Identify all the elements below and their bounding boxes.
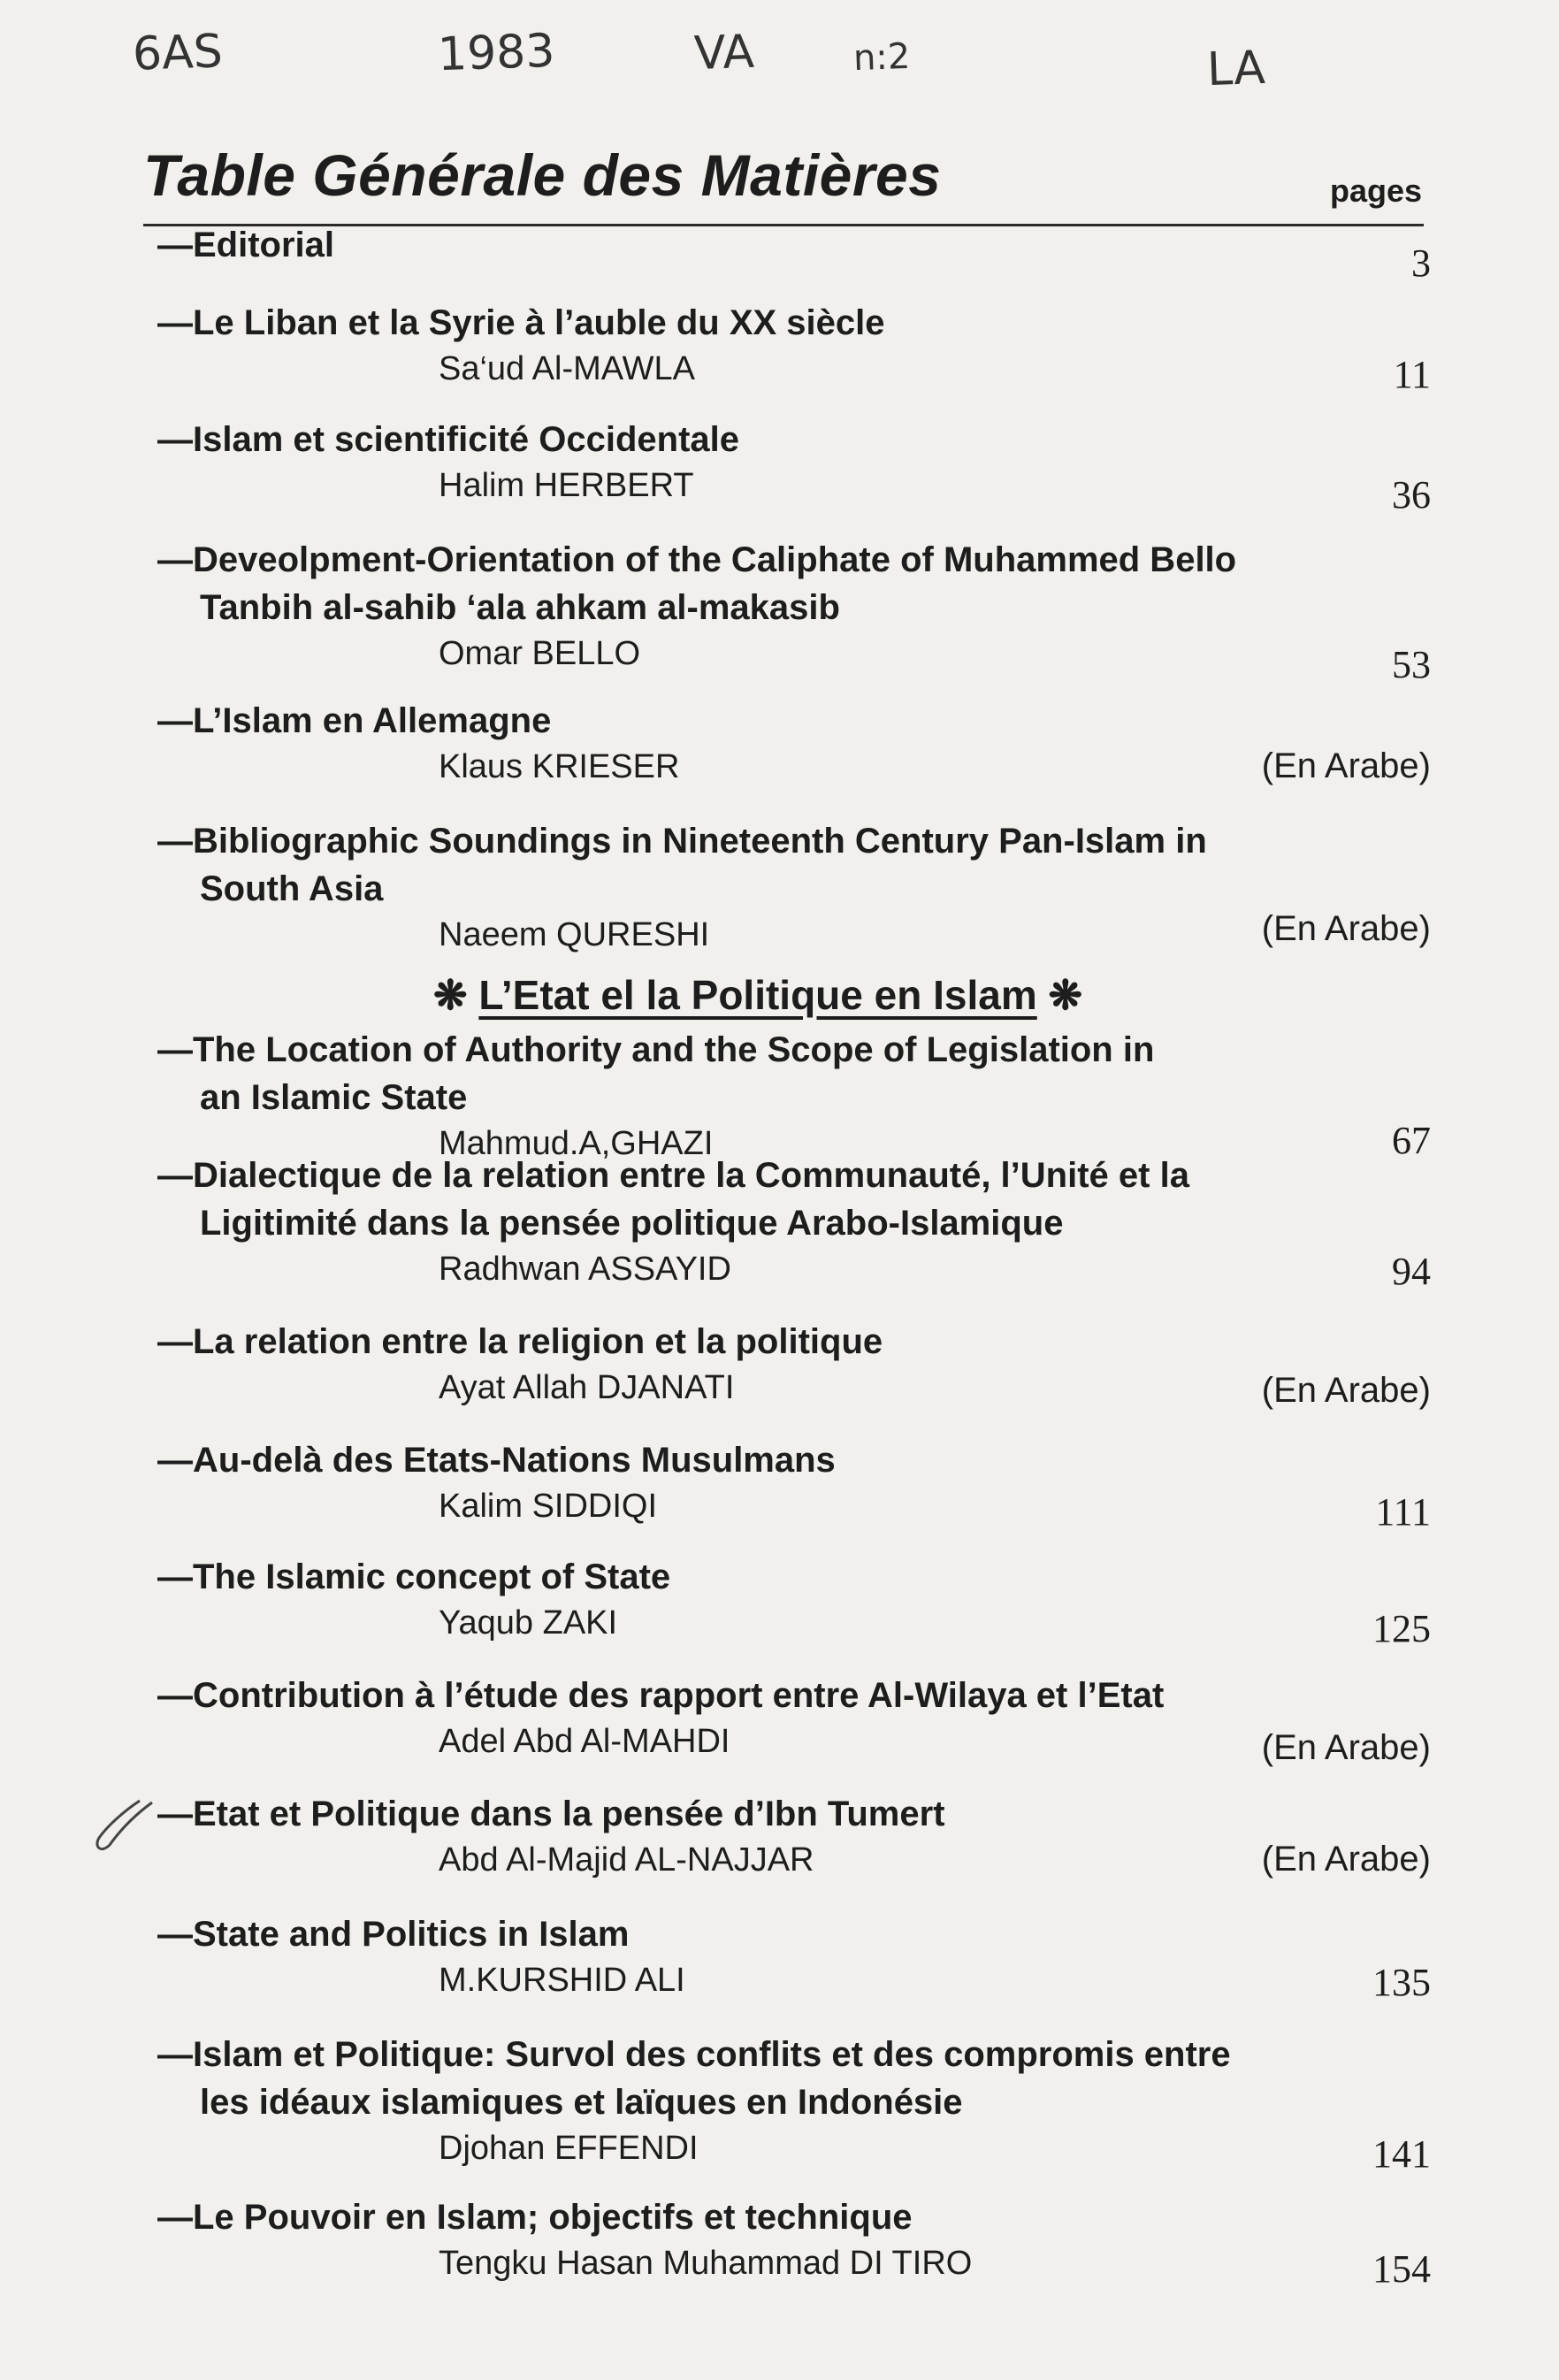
article-title: —Editorial [157,226,335,264]
toc-entry [157,1318,1431,1410]
handwritten-note-year: 1983 [436,24,556,82]
article-title-line: Tanbih al-sahib ‘ala ahkam al-makasib [200,588,840,627]
toc-entry [157,1152,1431,1291]
article-author: Naeem QURESHI [439,916,710,953]
article-author: Sa‘ud Al-MAWLA [439,350,696,387]
toc-entry [157,1436,1431,1534]
page-number: 111 [1375,1490,1431,1534]
article-author: Ayat Allah DJANATI [439,1369,735,1406]
article-author: M.KURSHID ALI [439,1962,685,1999]
article-author: Mahmud.A,GHAZI [439,1125,714,1162]
article-author: Klaus KRIESER [439,748,680,785]
page-number: (En Arabe) [1261,1840,1431,1879]
section-title: L’Etat el la Politique en Islam [478,972,1037,1018]
toc-entry [157,817,1431,957]
article-title: —La relation entre la religion et la politique [157,1322,883,1361]
handwritten-note-volume: VA [692,25,755,81]
article-title: —Au-delà des Etats-Nations Musulmans [157,1441,836,1480]
toc-entry [157,221,1431,285]
page-number: 36 [1392,473,1431,517]
toc-entry [157,1672,1431,1767]
article-title: —The Islamic concept of State [157,1557,671,1596]
article-title [157,1152,1431,1247]
page-number: (En Arabe) [1261,909,1431,948]
star-icon: ❋ [1048,972,1083,1018]
article-title-line: South Asia [200,869,384,908]
toc-entry [157,299,1431,396]
page-number: 154 [1372,2247,1431,2291]
toc-entry [157,416,1431,517]
page-number: 94 [1392,1250,1431,1293]
article-title: —Le Liban et la Syrie à l’auble du XX siècle [157,303,885,342]
toc-entry [157,2031,1431,2176]
article-author: Radhwan ASSAYID [439,1251,731,1288]
toc-entry [157,697,1431,789]
section-heading [433,971,1082,1019]
article-title: —Islam et scientificité Occidentale [157,420,740,459]
article-title-line: —Dialectique de la relation entre la Communauté, l’Unité et la [157,1156,1189,1195]
page-number: 135 [1372,1961,1431,2004]
article-author: Abd Al-Majid AL-NAJJAR [439,1841,814,1879]
article-title: —L’Islam en Allemagne [157,701,552,740]
article-author: Kalim SIDDIQI [439,1488,658,1525]
page-title: Table Générale des Matières [143,142,942,208]
page-number: 141 [1372,2132,1431,2176]
page-number: (En Arabe) [1261,1728,1431,1767]
article-title-line: —Islam et Politique: Survol des conflits et des compromis entre [157,2035,1231,2074]
article-author: Djohan EFFENDI [439,2130,699,2167]
article-title-line: les idéaux islamiques et laïques en Indonésie [200,2083,963,2122]
page-number: (En Arabe) [1261,746,1431,785]
article-title-line: Ligitimité dans la pensée politique Arabo-Islamique [200,1204,1064,1243]
page-number: 67 [1392,1119,1431,1162]
toc-entry [157,1553,1431,1650]
toc-entry [157,1790,1431,1882]
article-title [157,817,1431,913]
article-title: —State and Politics in Islam [157,1915,630,1954]
article-title-line: an Islamic State [200,1078,468,1117]
handwritten-check-mark-icon [88,1795,159,1857]
toc-entry [157,536,1431,686]
handwritten-note-number: n:2 [852,35,912,80]
article-title: —Contribution à l’étude des rapport entre Al-Wilaya et l’Etat [157,1676,1165,1715]
page-number: (En Arabe) [1261,1371,1431,1410]
article-author: Adel Abd Al-MAHDI [439,1723,730,1760]
article-title [157,1026,1431,1121]
article-title [157,536,1431,631]
article-author: Tengku Hasan Muhammad DI TIRO [439,2245,973,2282]
star-icon: ❋ [433,972,468,1018]
toc-entry [157,1026,1431,1166]
page-number: 125 [1372,1607,1431,1650]
article-title: —Le Pouvoir en Islam; objectifs et technique [157,2198,913,2237]
page-number: 3 [1411,241,1431,285]
article-title: —Etat et Politique dans la pensée d’Ibn Tumert [157,1795,945,1833]
article-author: Halim HERBERT [439,467,694,504]
handwritten-note-la: LA [1205,41,1266,97]
article-title-line: —The Location of Authority and the Scope of Legislation in [157,1030,1155,1069]
article-author: Omar BELLO [439,635,641,672]
pages-column-header: pages [1329,172,1422,209]
article-title-line: —Bibliographic Soundings in Nineteenth Century Pan-Islam in [157,822,1207,861]
article-title [157,2031,1431,2126]
toc-entry [157,1910,1431,2002]
toc-entry [157,2193,1431,2291]
article-title-line: —Deveolpment-Orientation of the Caliphate of Muhammed Bello [157,540,1237,579]
article-author: Yaqub ZAKI [439,1604,618,1642]
page-number: 11 [1393,353,1431,396]
handwritten-note-1: 6AS [131,25,224,81]
page-number: 53 [1392,643,1431,686]
